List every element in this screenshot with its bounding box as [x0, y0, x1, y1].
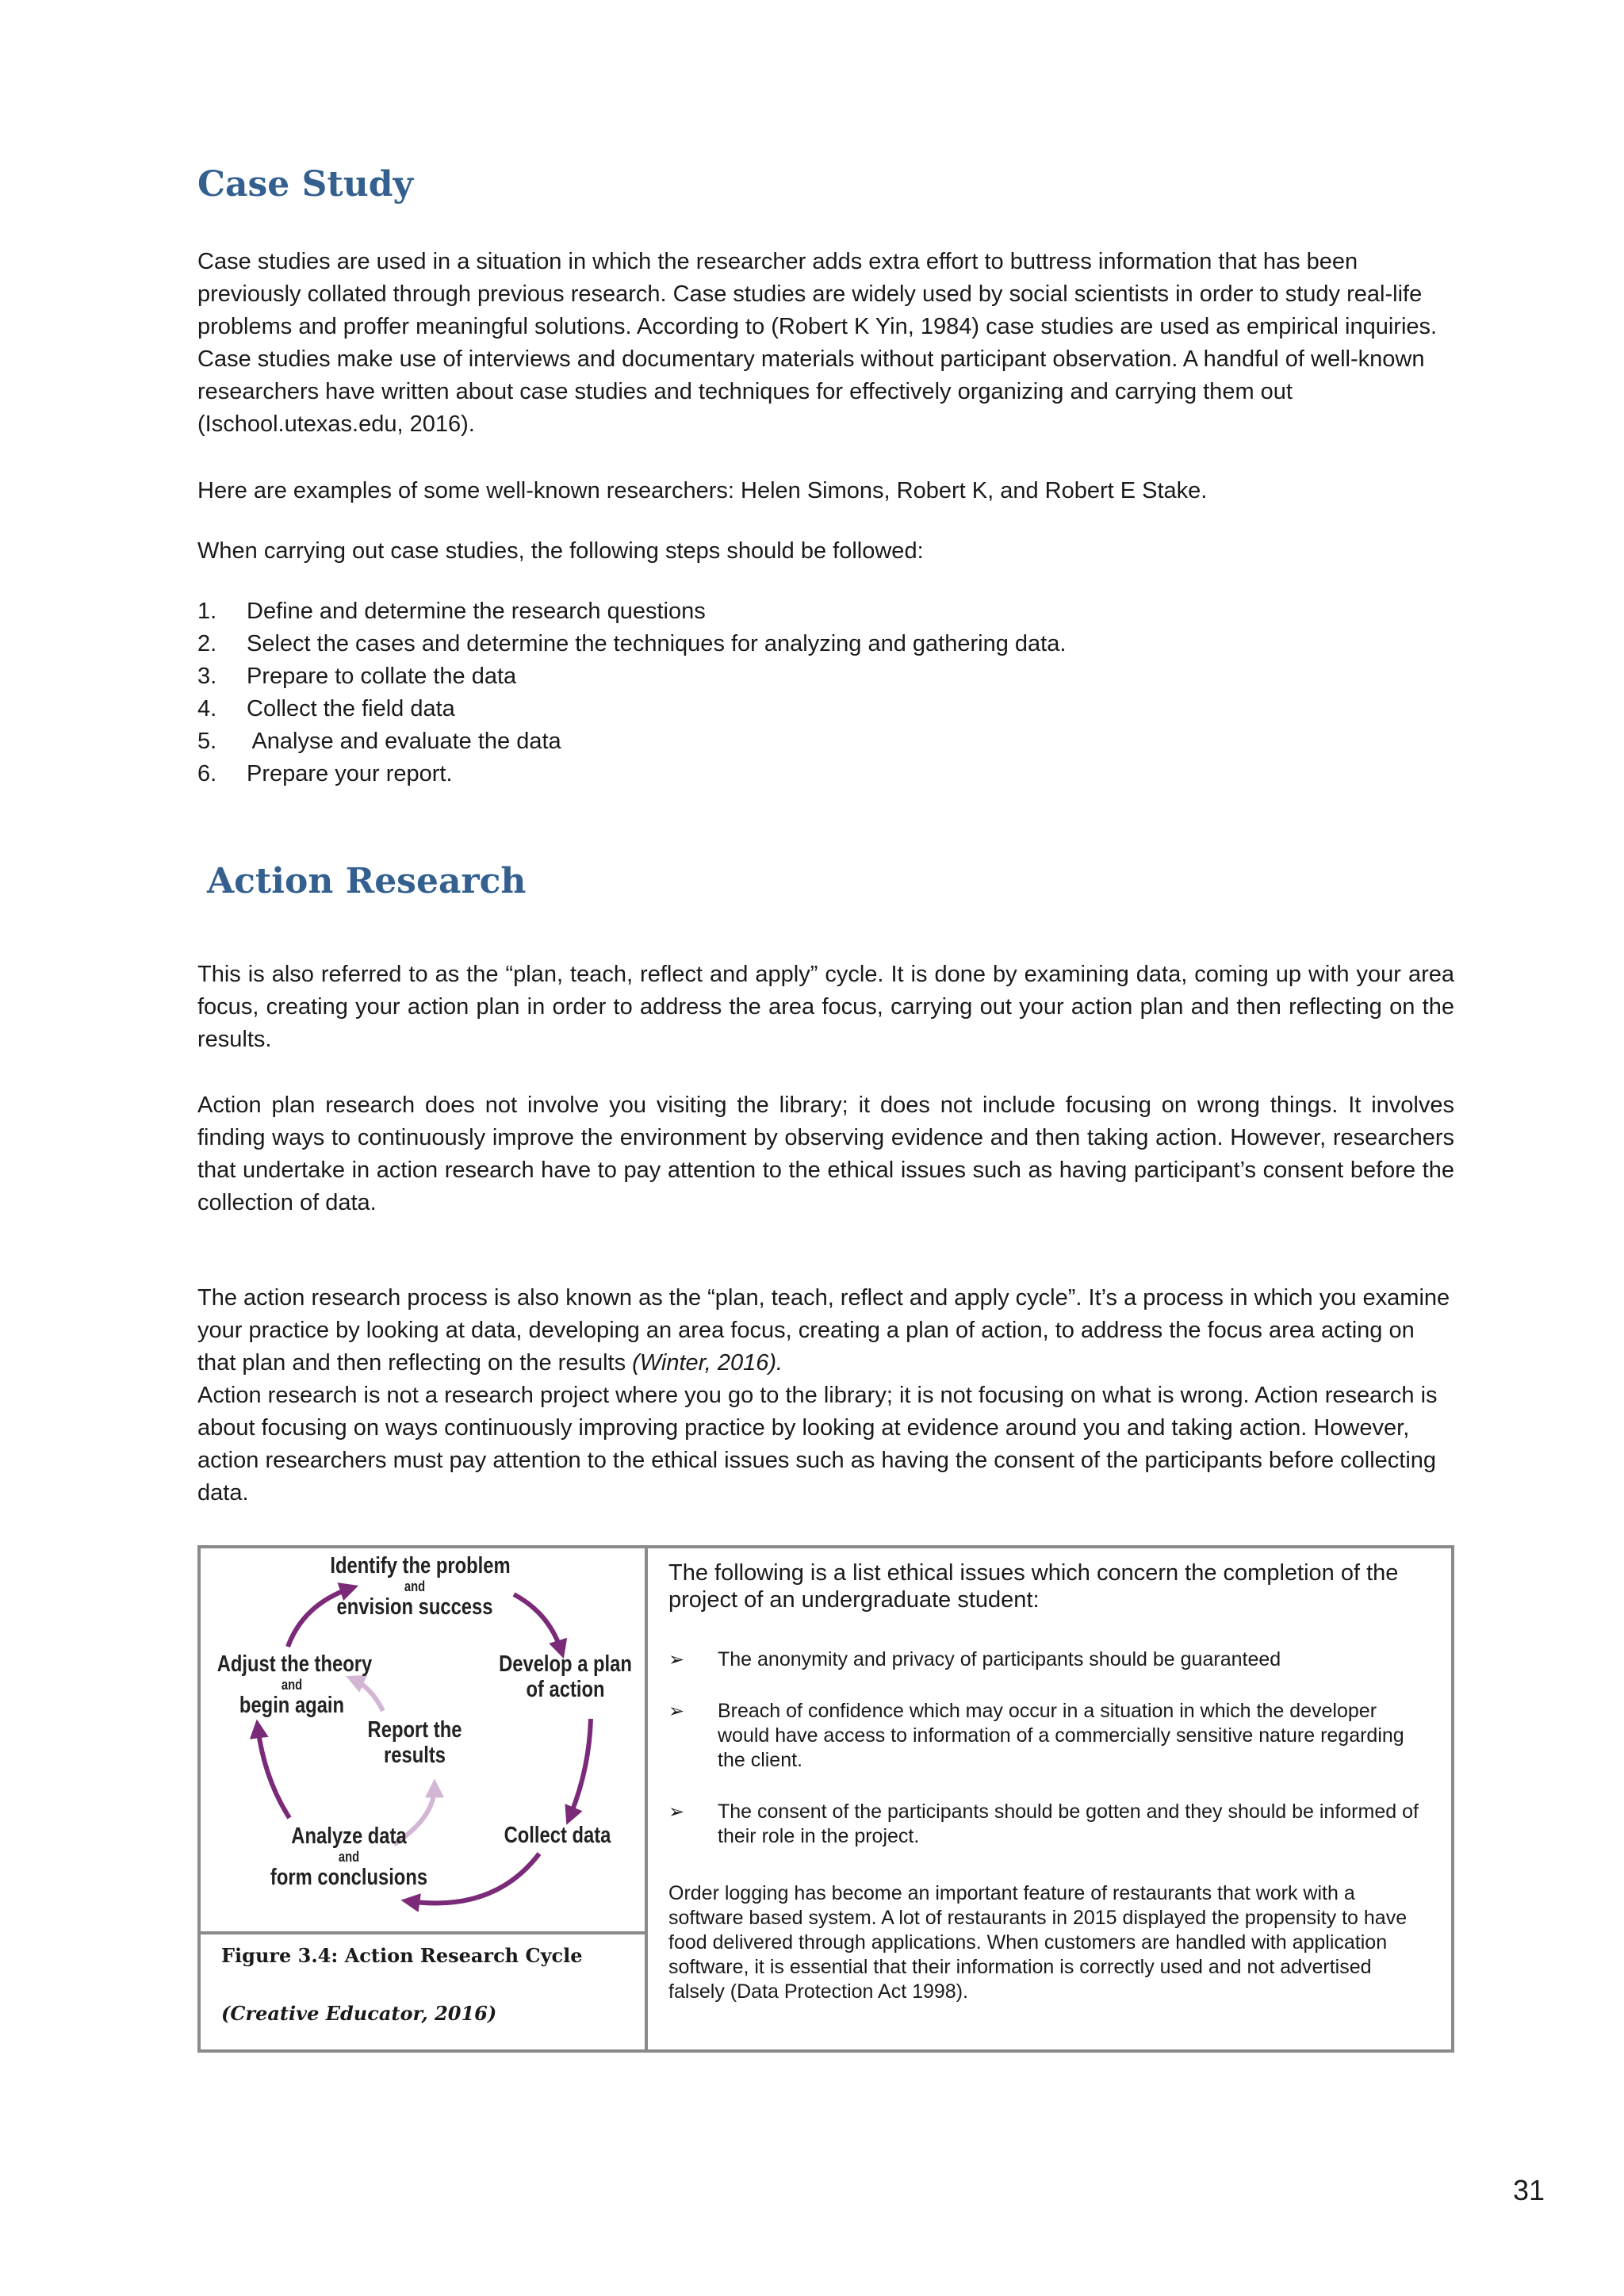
citation: (Winter, 2016). [632, 1350, 783, 1376]
label-collect-data: Collect data [504, 1823, 611, 1848]
step-item: 2. Select the cases and determine the techniques for analyzing and gathering data. [197, 631, 1067, 656]
heading-action-research: Action Research [207, 861, 527, 901]
ethics-bullet-list [668, 1647, 1430, 1849]
heading-case-study: Case Study [197, 164, 414, 205]
case-study-steps-list [197, 595, 1454, 790]
table-column-divider [645, 1545, 648, 2053]
label-adjust-theory: Adjust the theory and begin again [216, 1651, 373, 1718]
figure-caption-source: (Creative Educator, 2016) [221, 2002, 497, 2025]
action-research-paragraph-1: This is also referred to as the “plan, teach, reflect and apply” cycle. It is done by examining data, coming up with your area focus, creating your action plan in order to address the area focus, carrying out your action plan and then reflecting on the results. [197, 962, 1454, 1052]
action-research-cycle-diagram [201, 1548, 645, 1931]
arrow-bullet-icon: ➢ [668, 1649, 685, 1670]
label-analyze-data: Analyze data and form conclusions [270, 1823, 428, 1890]
ethics-bullet: ➢ Breach of confidence which may occur in a situation in which the developer would have access to information of a commercially sensitive nature regarding the client. [668, 1700, 1404, 1771]
figure-caption-title: Figure 3.4: Action Research Cycle [221, 1944, 583, 1967]
action-research-paragraph-2: Action plan research does not involve you visiting the library; it does not include focusing on wrong things. It involves finding ways to continuously improve the environment by observing evidence and then taking action. However, researchers that undertake in action research have to pay attention to the ethical issues such as having participant’s consent before the collection of data. [197, 1093, 1454, 1215]
case-study-steps-intro: When carrying out case studies, the following steps should be followed: [197, 538, 924, 564]
ethics-closing-paragraph: Order logging has become an important feature of restaurants that work with a software based system. A lot of restaurants in 2015 displayed the propensity to have food delivered through applications. When customers are handled with application software, it is essential that their information is correctly used and not advertised falsely (Data Protection Act 1998). [668, 1882, 1408, 2003]
arrow-bullet-icon: ➢ [668, 1801, 685, 1823]
ethics-intro: The following is a list ethical issues which concern the completion of the project of an undergraduate student: [668, 1560, 1399, 1613]
arrow-develop-to-collect [569, 1719, 591, 1818]
step-item: 6. Prepare your report. [197, 761, 453, 786]
ethics-bullet: ➢ The consent of the participants should be gotten and they should be informed of their role in the project. [668, 1800, 1419, 1847]
label-report-results: Report the results [367, 1717, 462, 1768]
figure-caption-divider [197, 1931, 646, 1934]
page-number: 31 [1513, 2174, 1545, 2206]
ethics-bullet: ➢ The anonymity and privacy of participants should be guaranteed [668, 1648, 1281, 1670]
arrow-analyze-to-adjust [258, 1727, 289, 1818]
label-identify-problem: Identify the problem and envision success [330, 1553, 511, 1620]
action-research-paragraph-4: Action research is not a research project where you go to the library; it is not focusing on what is wrong. Action research is about focusing on ways continuously improving practice by looking at evidence around you and taking action. However, action researchers must pay attention to the ethical issues such as having the consent of the participants before collecting data. [197, 1383, 1438, 1506]
action-research-paragraph-3: The action research process is also known as the “plan, teach, reflect and apply cycle”. It’s a process in which you examine your practice by looking at data, developing an area focus, creating a plan of action, to address the focus area acting on that plan and then reflecting on the results (Winter, 2016). [197, 1285, 1450, 1376]
label-develop-plan: Develop a plan of action [499, 1651, 632, 1702]
step-item: 5. Analyse and evaluate the data [197, 729, 561, 754]
step-item: 1. Define and determine the research questions [197, 599, 706, 624]
arrow-identify-to-develop [514, 1594, 561, 1651]
arrow-bullet-icon: ➢ [668, 1701, 685, 1722]
case-study-examples: Here are examples of some well-known researchers: Helen Simons, Robert K, and Robert E Stake. [197, 478, 1208, 503]
step-item: 4. Collect the field data [197, 696, 455, 721]
case-study-paragraph: Case studies are used in a situation in which the researcher adds extra effort to buttress information that has been previously collated through previous research. Case studies are widely used by social scientists in order to study real-life problems and proffer meaningful solutions. According to (Robert K Yin, 1984) case studies are used as empirical inquiries. Case studies make use of interviews and documentary materials without participant observation. A handful of well-known researchers have written about case studies and techniques for effectively organizing and carrying them out (Ischool.utexas.edu, 2016). [197, 249, 1438, 437]
step-item: 3. Prepare to collate the data [197, 664, 517, 689]
